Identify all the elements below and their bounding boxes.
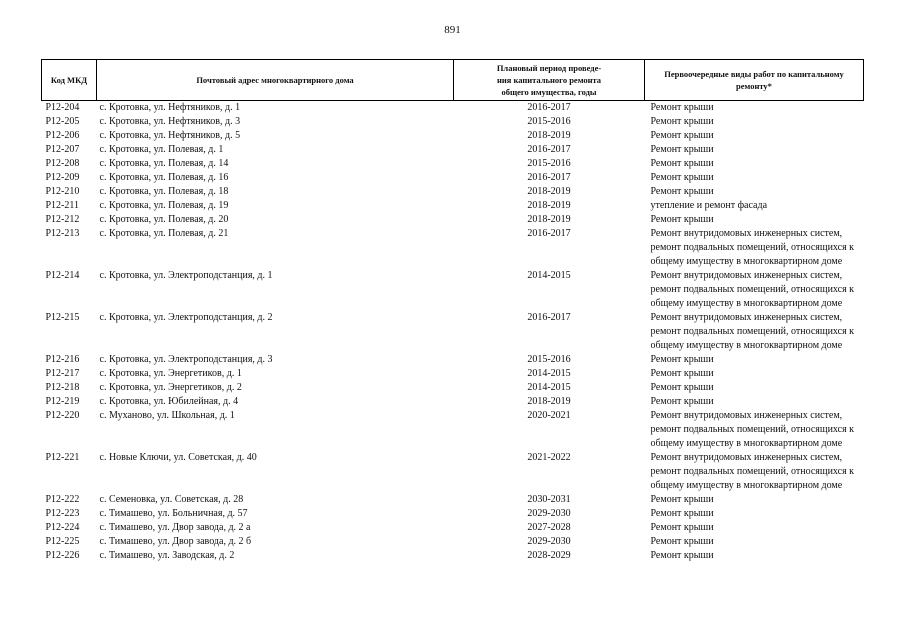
- row-works: [645, 549, 864, 563]
- row-period: 2029-2030: [527, 508, 571, 519]
- row-works-line: Ремонт крыши: [650, 186, 714, 197]
- row-code: Р12-210: [45, 186, 80, 197]
- row-period: 2021-2022: [527, 452, 571, 463]
- row-works-line: Ремонт крыши: [650, 396, 714, 407]
- row-works-line: Ремонт крыши: [650, 522, 714, 533]
- row-period: 2029-2030: [527, 536, 571, 547]
- row-period: 2014-2015: [527, 368, 571, 379]
- table-row: [42, 549, 864, 563]
- row-address: с. Кротовка, ул. Полевая, д. 19: [99, 200, 229, 211]
- table-row: [42, 451, 864, 493]
- header-address: Почтовый адрес многоквартирного дома: [97, 60, 454, 101]
- row-works-line: Ремонт внутридомовых инженерных систем,: [650, 410, 843, 421]
- row-works: [645, 381, 864, 395]
- row-works: [645, 199, 864, 213]
- row-works: [645, 185, 864, 199]
- row-code: Р12-219: [45, 396, 80, 407]
- row-works: [645, 311, 864, 353]
- row-works: [645, 157, 864, 171]
- row-period: 2016-2017: [527, 228, 571, 239]
- row-works-line: Ремонт крыши: [650, 144, 714, 155]
- row-works-line: Ремонт крыши: [650, 116, 714, 127]
- table-row: [42, 367, 864, 381]
- row-address: с. Семеновка, ул. Советская, д. 28: [99, 494, 244, 505]
- row-period: 2020-2021: [527, 410, 571, 421]
- row-works: [645, 129, 864, 143]
- row-works: [645, 395, 864, 409]
- row-address: с. Муханово, ул. Школьная, д. 1: [99, 410, 235, 421]
- row-address: с. Кротовка, ул. Электроподстанция, д. 3: [99, 354, 273, 365]
- row-works-line: ремонт подвальных помещений, относящихся к: [650, 284, 855, 295]
- row-works-line: Ремонт внутридомовых инженерных систем,: [650, 270, 843, 281]
- row-address: с. Тимашево, ул. Заводская, д. 2: [99, 550, 235, 561]
- row-works: [645, 269, 864, 311]
- row-address: с. Кротовка, ул. Полевая, д. 1: [99, 144, 224, 155]
- row-period: 2018-2019: [527, 130, 571, 141]
- row-works-line: Ремонт крыши: [650, 172, 714, 183]
- table-row: [42, 535, 864, 549]
- row-code: Р12-225: [45, 536, 80, 547]
- row-works-line: Ремонт внутридомовых инженерных систем,: [650, 452, 843, 463]
- row-works: [645, 171, 864, 185]
- row-address: с. Кротовка, ул. Полевая, д. 16: [99, 172, 229, 183]
- table-row: [42, 493, 864, 507]
- row-code: Р12-222: [45, 494, 80, 505]
- row-works-line: Ремонт крыши: [650, 382, 714, 393]
- header-period: [454, 60, 645, 101]
- row-period: 2016-2017: [527, 312, 571, 323]
- page-number: 891: [444, 24, 461, 36]
- row-address: с. Кротовка, ул. Полевая, д. 18: [99, 186, 229, 197]
- row-works: [645, 115, 864, 129]
- header-works: [645, 60, 864, 101]
- row-works-line: ремонт подвальных помещений, относящихся к: [650, 326, 855, 337]
- row-works-line: общему имуществу в многоквартирном доме: [650, 480, 843, 491]
- row-works-line: Ремонт крыши: [650, 550, 714, 561]
- table-row: [42, 143, 864, 157]
- row-works-line: ремонт подвальных помещений, относящихся к: [650, 242, 855, 253]
- row-period: 2018-2019: [527, 214, 571, 225]
- row-address: с. Кротовка, ул. Электроподстанция, д. 1: [99, 270, 273, 281]
- header-works-line: Первоочередные виды работ по капитальному: [664, 69, 844, 79]
- table-row: [42, 199, 864, 213]
- row-works-line: Ремонт крыши: [650, 368, 714, 379]
- row-code: Р12-204: [45, 102, 80, 113]
- row-code: Р12-217: [45, 368, 80, 379]
- row-works-line: общему имуществу в многоквартирном доме: [650, 340, 843, 351]
- row-period: 2018-2019: [527, 186, 571, 197]
- table-row: [42, 185, 864, 199]
- table-row: [42, 171, 864, 185]
- table-body: [42, 101, 864, 564]
- row-period: 2027-2028: [527, 522, 571, 533]
- table-header: [42, 60, 864, 101]
- row-code: Р12-215: [45, 312, 80, 323]
- row-code: Р12-211: [45, 200, 80, 211]
- header-code: Код МКД: [42, 60, 97, 101]
- row-works-line: Ремонт крыши: [650, 102, 714, 113]
- row-works: [645, 101, 864, 116]
- row-code: Р12-221: [45, 452, 80, 463]
- header-period-line: Плановый период проведе-: [496, 63, 602, 73]
- row-address: с. Кротовка, ул. Полевая, д. 14: [99, 158, 229, 169]
- row-period: 2016-2017: [527, 102, 571, 113]
- row-code: Р12-218: [45, 382, 80, 393]
- row-works: [645, 451, 864, 493]
- row-code: Р12-209: [45, 172, 80, 183]
- row-address: с. Кротовка, ул. Юбилейная, д. 4: [99, 396, 239, 407]
- row-works-line: Ремонт крыши: [650, 354, 714, 365]
- row-works: [645, 409, 864, 451]
- table-row: [42, 521, 864, 535]
- row-address: с. Новые Ключи, ул. Советская, д. 40: [99, 452, 257, 463]
- row-address: с. Тимашево, ул. Двор завода, д. 2 б: [99, 536, 252, 547]
- row-code: Р12-212: [45, 214, 80, 225]
- row-works-line: Ремонт крыши: [650, 494, 714, 505]
- header-period-line: ния капитального ремонта: [496, 75, 602, 85]
- row-period: 2015-2016: [527, 158, 571, 169]
- row-code: Р12-223: [45, 508, 80, 519]
- table-row: [42, 157, 864, 171]
- table-row: [42, 101, 864, 116]
- header-period-line: общего имущества, годы: [501, 87, 597, 97]
- row-works-line: Ремонт внутридомовых инженерных систем,: [650, 228, 843, 239]
- row-period: 2016-2017: [527, 172, 571, 183]
- row-code: Р12-208: [45, 158, 80, 169]
- row-address: с. Кротовка, ул. Нефтяников, д. 5: [99, 130, 241, 141]
- row-works: [645, 493, 864, 507]
- row-period: 2015-2016: [527, 354, 571, 365]
- row-works-line: Ремонт крыши: [650, 508, 714, 519]
- row-works-line: ремонт подвальных помещений, относящихся к: [650, 466, 855, 477]
- row-address: с. Кротовка, ул. Электроподстанция, д. 2: [99, 312, 273, 323]
- row-works: [645, 213, 864, 227]
- row-works-line: Ремонт внутридомовых инженерных систем,: [650, 312, 843, 323]
- row-code: Р12-216: [45, 354, 80, 365]
- table-row: [42, 213, 864, 227]
- table-row: [42, 129, 864, 143]
- header-row: [42, 60, 864, 101]
- row-code: Р12-220: [45, 410, 80, 421]
- row-works-line: Ремонт крыши: [650, 158, 714, 169]
- row-works: [645, 535, 864, 549]
- row-code: Р12-205: [45, 116, 80, 127]
- row-address: с. Кротовка, ул. Полевая, д. 20: [99, 214, 229, 225]
- table-row: [42, 409, 864, 451]
- row-address: с. Кротовка, ул. Нефтяников, д. 1: [99, 102, 241, 113]
- row-period: 2018-2019: [527, 396, 571, 407]
- row-code: Р12-224: [45, 522, 80, 533]
- row-works-line: ремонт подвальных помещений, относящихся к: [650, 424, 855, 435]
- row-works-line: Ремонт крыши: [650, 214, 714, 225]
- row-works: [645, 227, 864, 269]
- table-row: [42, 115, 864, 129]
- row-address: с. Тимашево, ул. Двор завода, д. 2 а: [99, 522, 251, 533]
- row-period: 2014-2015: [527, 382, 571, 393]
- row-code: Р12-214: [45, 270, 80, 281]
- table-row: [42, 353, 864, 367]
- table-row: [42, 311, 864, 353]
- row-works-line: утепление и ремонт фасада: [650, 200, 768, 211]
- row-works: [645, 143, 864, 157]
- row-period: 2015-2016: [527, 116, 571, 127]
- row-period: 2028-2029: [527, 550, 571, 561]
- row-code: Р12-207: [45, 144, 80, 155]
- table-row: [42, 227, 864, 269]
- table-row: [42, 381, 864, 395]
- row-address: с. Кротовка, ул. Нефтяников, д. 3: [99, 116, 241, 127]
- row-works: [645, 353, 864, 367]
- row-address: с. Тимашево, ул. Больничная, д. 57: [99, 508, 248, 519]
- row-works-line: общему имуществу в многоквартирном доме: [650, 438, 843, 449]
- row-works-line: Ремонт крыши: [650, 536, 714, 547]
- row-address: с. Кротовка, ул. Полевая, д. 21: [99, 228, 229, 239]
- row-works-line: общему имуществу в многоквартирном доме: [650, 298, 843, 309]
- row-works: [645, 367, 864, 381]
- row-address: с. Кротовка, ул. Энергетиков, д. 2: [99, 382, 242, 393]
- row-period: 2018-2019: [527, 200, 571, 211]
- row-period: 2014-2015: [527, 270, 571, 281]
- table-row: [42, 395, 864, 409]
- header-works-line: ремонту*: [736, 81, 772, 91]
- row-period: 2016-2017: [527, 144, 571, 155]
- capital-repair-table: [41, 59, 864, 563]
- row-works-line: Ремонт крыши: [650, 130, 714, 141]
- row-code: Р12-226: [45, 550, 80, 561]
- row-code: Р12-206: [45, 130, 80, 141]
- row-address: с. Кротовка, ул. Энергетиков, д. 1: [99, 368, 242, 379]
- row-period: 2030-2031: [527, 494, 571, 505]
- row-works-line: общему имуществу в многоквартирном доме: [650, 256, 843, 267]
- table-row: [42, 507, 864, 521]
- row-code: Р12-213: [45, 228, 80, 239]
- row-works: [645, 507, 864, 521]
- table-row: [42, 269, 864, 311]
- row-works: [645, 521, 864, 535]
